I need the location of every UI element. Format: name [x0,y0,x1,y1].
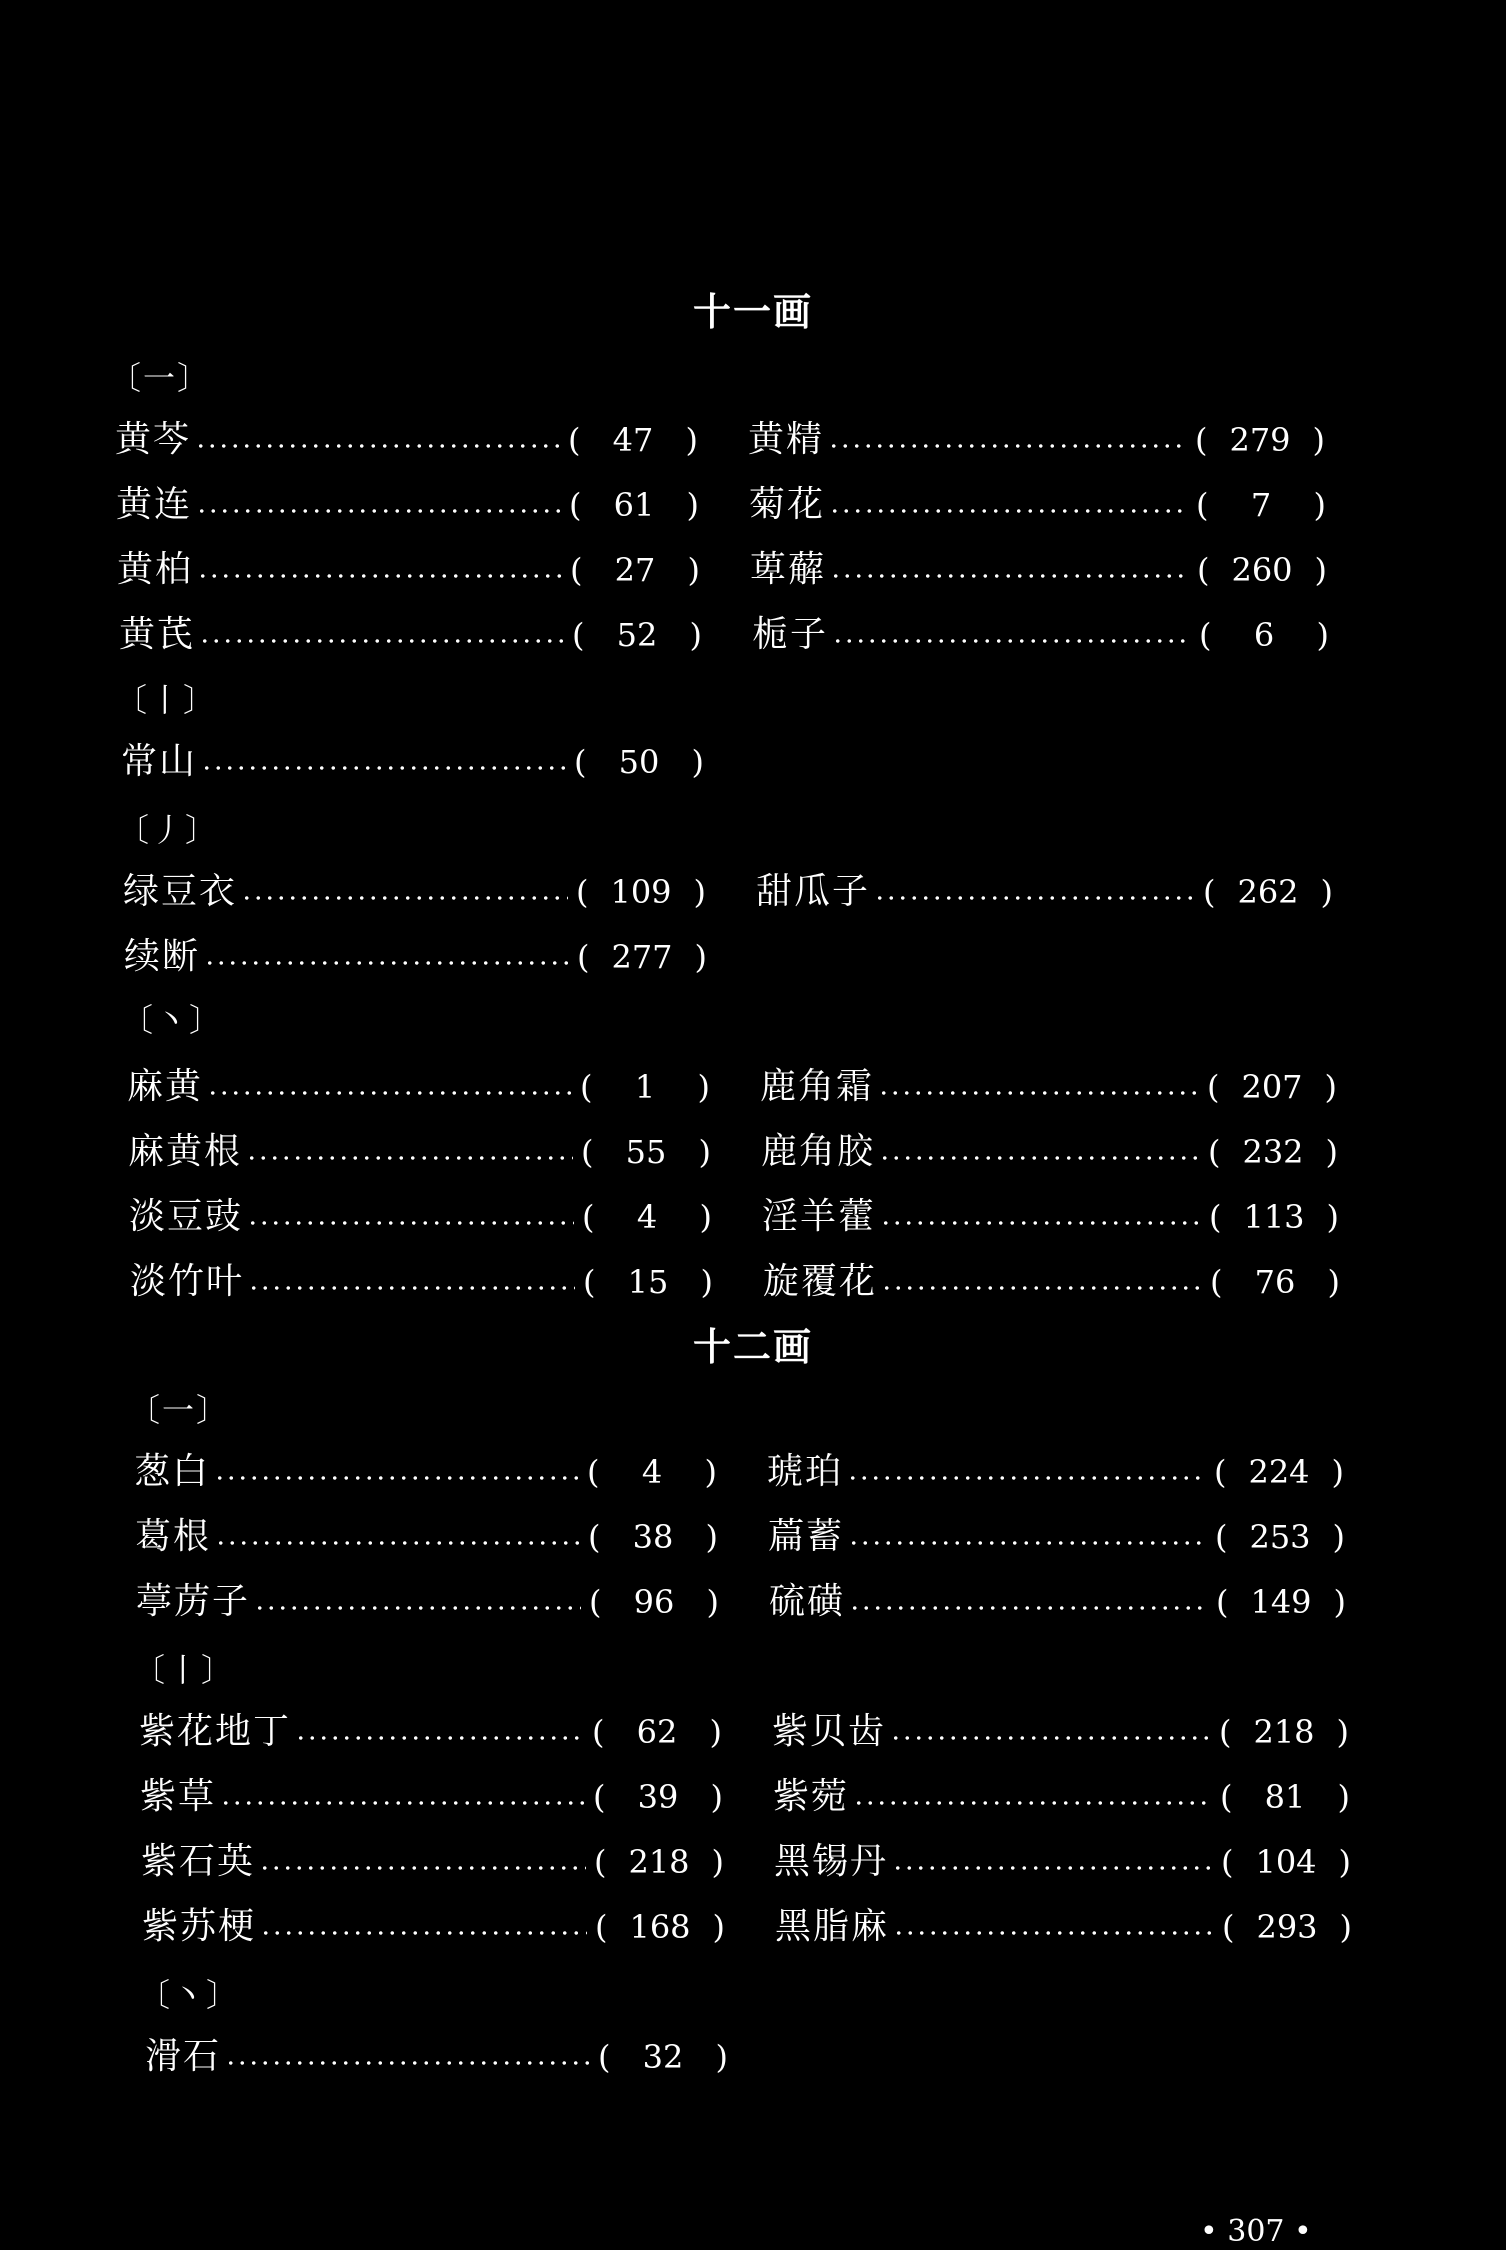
page-reference: ( 224 ) [1214,1450,1344,1494]
page-reference: ( 279 ) [1195,418,1325,462]
entry-name: 紫花地丁 [139,1711,292,1752]
leader-dots [881,1260,1202,1304]
entry-name: 常山 [121,741,198,782]
page-number-ref: 224 [1248,1453,1310,1491]
page-number-ref: 47 [612,421,654,459]
entry-name: 栀子 [752,614,829,655]
index-entry [116,483,699,527]
leader-dots [874,870,1195,914]
page-reference: ( 253 ) [1215,1515,1345,1559]
index-entry [748,418,1325,462]
page-number: • 307 • [1200,2214,1312,2249]
stroke-category: 〔丶〕 [121,1001,224,1039]
index-entry [139,1710,722,1754]
leader-dots [241,870,568,914]
page-reference: ( 4 ) [582,1195,712,1239]
page-number-ref: 149 [1250,1583,1312,1621]
page-number-ref: 4 [636,1198,658,1236]
leader-dots [247,1195,574,1239]
entry-name: 紫石英 [141,1841,256,1882]
page-number-ref: 279 [1229,421,1291,459]
stroke-category: 〔一〕 [109,359,212,397]
page-number-ref: 15 [627,1263,669,1301]
page-reference: ( 7 ) [1196,483,1326,527]
leader-dots [853,1775,1212,1819]
index-entry [130,1260,713,1304]
leader-dots [254,1580,581,1624]
leader-dots [215,1515,580,1559]
index-entry [142,1905,725,1949]
entry-name: 甜瓜子 [756,871,871,912]
page-reference: ( 38 ) [588,1515,718,1559]
leader-dots [204,935,569,979]
leader-dots [848,1515,1207,1559]
entry-name: 淫羊藿 [762,1196,877,1237]
index-entry [141,1840,724,1884]
entry-name: 黑锡丹 [774,1841,889,1882]
stroke-category: 〔丿〕 [117,811,220,849]
index-entry [760,1065,1337,1109]
index-entry [124,935,707,979]
leader-dots [195,418,560,462]
entry-name: 萆薢 [750,549,827,590]
page-number-ref: 253 [1249,1518,1311,1556]
page-reference: ( 149 ) [1216,1580,1346,1624]
leader-dots [259,1840,586,1884]
page-number-ref: 113 [1243,1198,1305,1236]
page-number-ref: 55 [625,1133,667,1171]
leader-dots [828,418,1187,462]
page-reference: ( 109 ) [576,870,706,914]
index-entry [763,1260,1340,1304]
leader-dots [260,1905,587,1949]
entry-name: 旋覆花 [763,1261,878,1302]
page-reference: ( 262 ) [1203,870,1333,914]
index-entry [127,1065,710,1109]
leader-dots [849,1580,1208,1624]
entry-name: 葱白 [134,1451,211,1492]
page-reference: ( 15 ) [583,1260,713,1304]
page-reference: ( 32 ) [598,2035,728,2079]
index-entry [769,1580,1346,1624]
leader-dots [879,1130,1200,1174]
page-reference: ( 218 ) [594,1840,724,1884]
page-reference: ( 4 ) [587,1450,717,1494]
entry-name: 绿豆衣 [123,871,238,912]
page-reference: ( 39 ) [593,1775,723,1819]
index-entry [768,1515,1345,1559]
page-number-ref: 32 [642,2038,684,2076]
index-entry [773,1775,1350,1819]
page-number-ref: 39 [637,1778,679,1816]
leader-dots [248,1260,575,1304]
leader-dots [295,1710,584,1754]
page-reference: ( 104 ) [1221,1840,1351,1884]
entry-name: 葶苈子 [136,1581,251,1622]
leader-dots [829,483,1188,527]
entry-name: 黑脂麻 [775,1906,890,1947]
page-number-ref: 218 [1253,1713,1315,1751]
entry-name: 葛根 [135,1516,212,1557]
page-number-ref: 76 [1254,1263,1296,1301]
page-number-ref: 293 [1256,1908,1318,1946]
page-reference: ( 277 ) [577,935,707,979]
stroke-category: 〔丶〕 [138,1976,241,2014]
entry-name: 黄芩 [115,419,192,460]
page-reference: ( 260 ) [1197,548,1327,592]
page-number-ref: 61 [613,486,655,524]
leader-dots [832,613,1191,657]
page-number-ref: 38 [632,1518,674,1556]
page-number-ref: 50 [618,743,660,781]
page-reference: ( 113 ) [1209,1195,1339,1239]
leader-dots [214,1450,579,1494]
page-number-ref: 7 [1250,486,1272,524]
page-reference: ( 96 ) [589,1580,719,1624]
entry-name: 鹿角霜 [760,1066,875,1107]
entry-name: 黄芪 [119,614,196,655]
index-entry [762,1195,1339,1239]
entry-name: 菊花 [749,484,826,525]
index-entry [135,1515,718,1559]
index-entry [140,1775,723,1819]
index-entry [115,418,698,462]
stroke-category: 〔丨〕 [115,681,218,719]
leader-dots [878,1065,1199,1109]
page-number-ref: 260 [1231,551,1293,589]
index-entry [775,1905,1352,1949]
page-number-ref: 232 [1242,1133,1304,1171]
page-number-ref: 218 [628,1843,690,1881]
page-reference: ( 81 ) [1220,1775,1350,1819]
page-reference: ( 293 ) [1222,1905,1352,1949]
entry-name: 紫苏梗 [142,1906,257,1947]
page-reference: ( 6 ) [1199,613,1329,657]
entry-name: 淡竹叶 [130,1261,245,1302]
page-number-ref: 27 [614,551,656,589]
page-reference: ( 47 ) [568,418,698,462]
index-entry [752,613,1329,657]
stroke-category: 〔一〕 [128,1391,231,1429]
page-reference: ( 207 ) [1207,1065,1337,1109]
page-reference: ( 62 ) [592,1710,722,1754]
page-number-ref: 207 [1241,1068,1303,1106]
index-entry [750,548,1327,592]
index-entry [123,870,706,914]
page-number-ref: 6 [1253,616,1275,654]
page-reference: ( 50 ) [574,740,704,784]
entry-name: 麻黄 [127,1066,204,1107]
page-reference: ( 55 ) [581,1130,711,1174]
leader-dots [197,548,562,592]
entry-name: 黄柏 [117,549,194,590]
page-number-ref: 1 [634,1068,656,1106]
page-number-ref: 81 [1264,1778,1306,1816]
leader-dots [199,613,564,657]
entry-name: 紫贝齿 [772,1711,887,1752]
page-reference: ( 52 ) [572,613,702,657]
index-entry [774,1840,1351,1884]
leader-dots [890,1710,1211,1754]
leader-dots [196,483,561,527]
leader-dots [880,1195,1201,1239]
page-number-ref: 52 [616,616,658,654]
entry-name: 黄精 [748,419,825,460]
index-entry [136,1580,719,1624]
leader-dots [246,1130,573,1174]
page-number-ref: 4 [641,1453,663,1491]
stroke-category: 〔丨〕 [133,1651,236,1689]
page-reference: ( 61 ) [569,483,699,527]
entry-name: 滑石 [145,2036,222,2077]
leader-dots [201,740,566,784]
page-number-ref: 277 [611,938,673,976]
leader-dots [893,1905,1214,1949]
index-entry [119,613,702,657]
entry-name: 淡豆豉 [129,1196,244,1237]
index-entry [761,1130,1338,1174]
leader-dots [847,1450,1206,1494]
page-reference: ( 76 ) [1210,1260,1340,1304]
section-heading: 十一画 [692,290,813,334]
page-number-ref: 168 [629,1908,691,1946]
index-entry [134,1450,717,1494]
page-number-ref: 96 [633,1583,675,1621]
entry-name: 紫菀 [773,1776,850,1817]
leader-dots [892,1840,1213,1884]
entry-name: 续断 [124,936,201,977]
page-number-ref: 62 [636,1713,678,1751]
entry-name: 琥珀 [767,1451,844,1492]
index-entry [749,483,1326,527]
page-reference: ( 232 ) [1208,1130,1338,1174]
leader-dots [207,1065,572,1109]
index-entry [772,1710,1349,1754]
leader-dots [220,1775,585,1819]
leader-dots [225,2035,590,2079]
page-number-ref: 109 [610,873,672,911]
index-entry [117,548,700,592]
section-heading: 十二画 [692,1325,813,1369]
page-reference: ( 27 ) [570,548,700,592]
index-entry [128,1130,711,1174]
leader-dots [830,548,1189,592]
entry-name: 萹蓄 [768,1516,845,1557]
entry-name: 黄连 [116,484,193,525]
page-reference: ( 1 ) [580,1065,710,1109]
entry-name: 紫草 [140,1776,217,1817]
index-entry [145,2035,728,2079]
page-reference: ( 218 ) [1219,1710,1349,1754]
index-entry [767,1450,1344,1494]
index-entry [129,1195,712,1239]
page-number-ref: 262 [1237,873,1299,911]
index-entry [756,870,1333,914]
entry-name: 麻黄根 [128,1131,243,1172]
page-reference: ( 168 ) [595,1905,725,1949]
index-entry [121,740,704,784]
entry-name: 鹿角胶 [761,1131,876,1172]
entry-name: 硫磺 [769,1581,846,1622]
page-number-ref: 104 [1255,1843,1317,1881]
